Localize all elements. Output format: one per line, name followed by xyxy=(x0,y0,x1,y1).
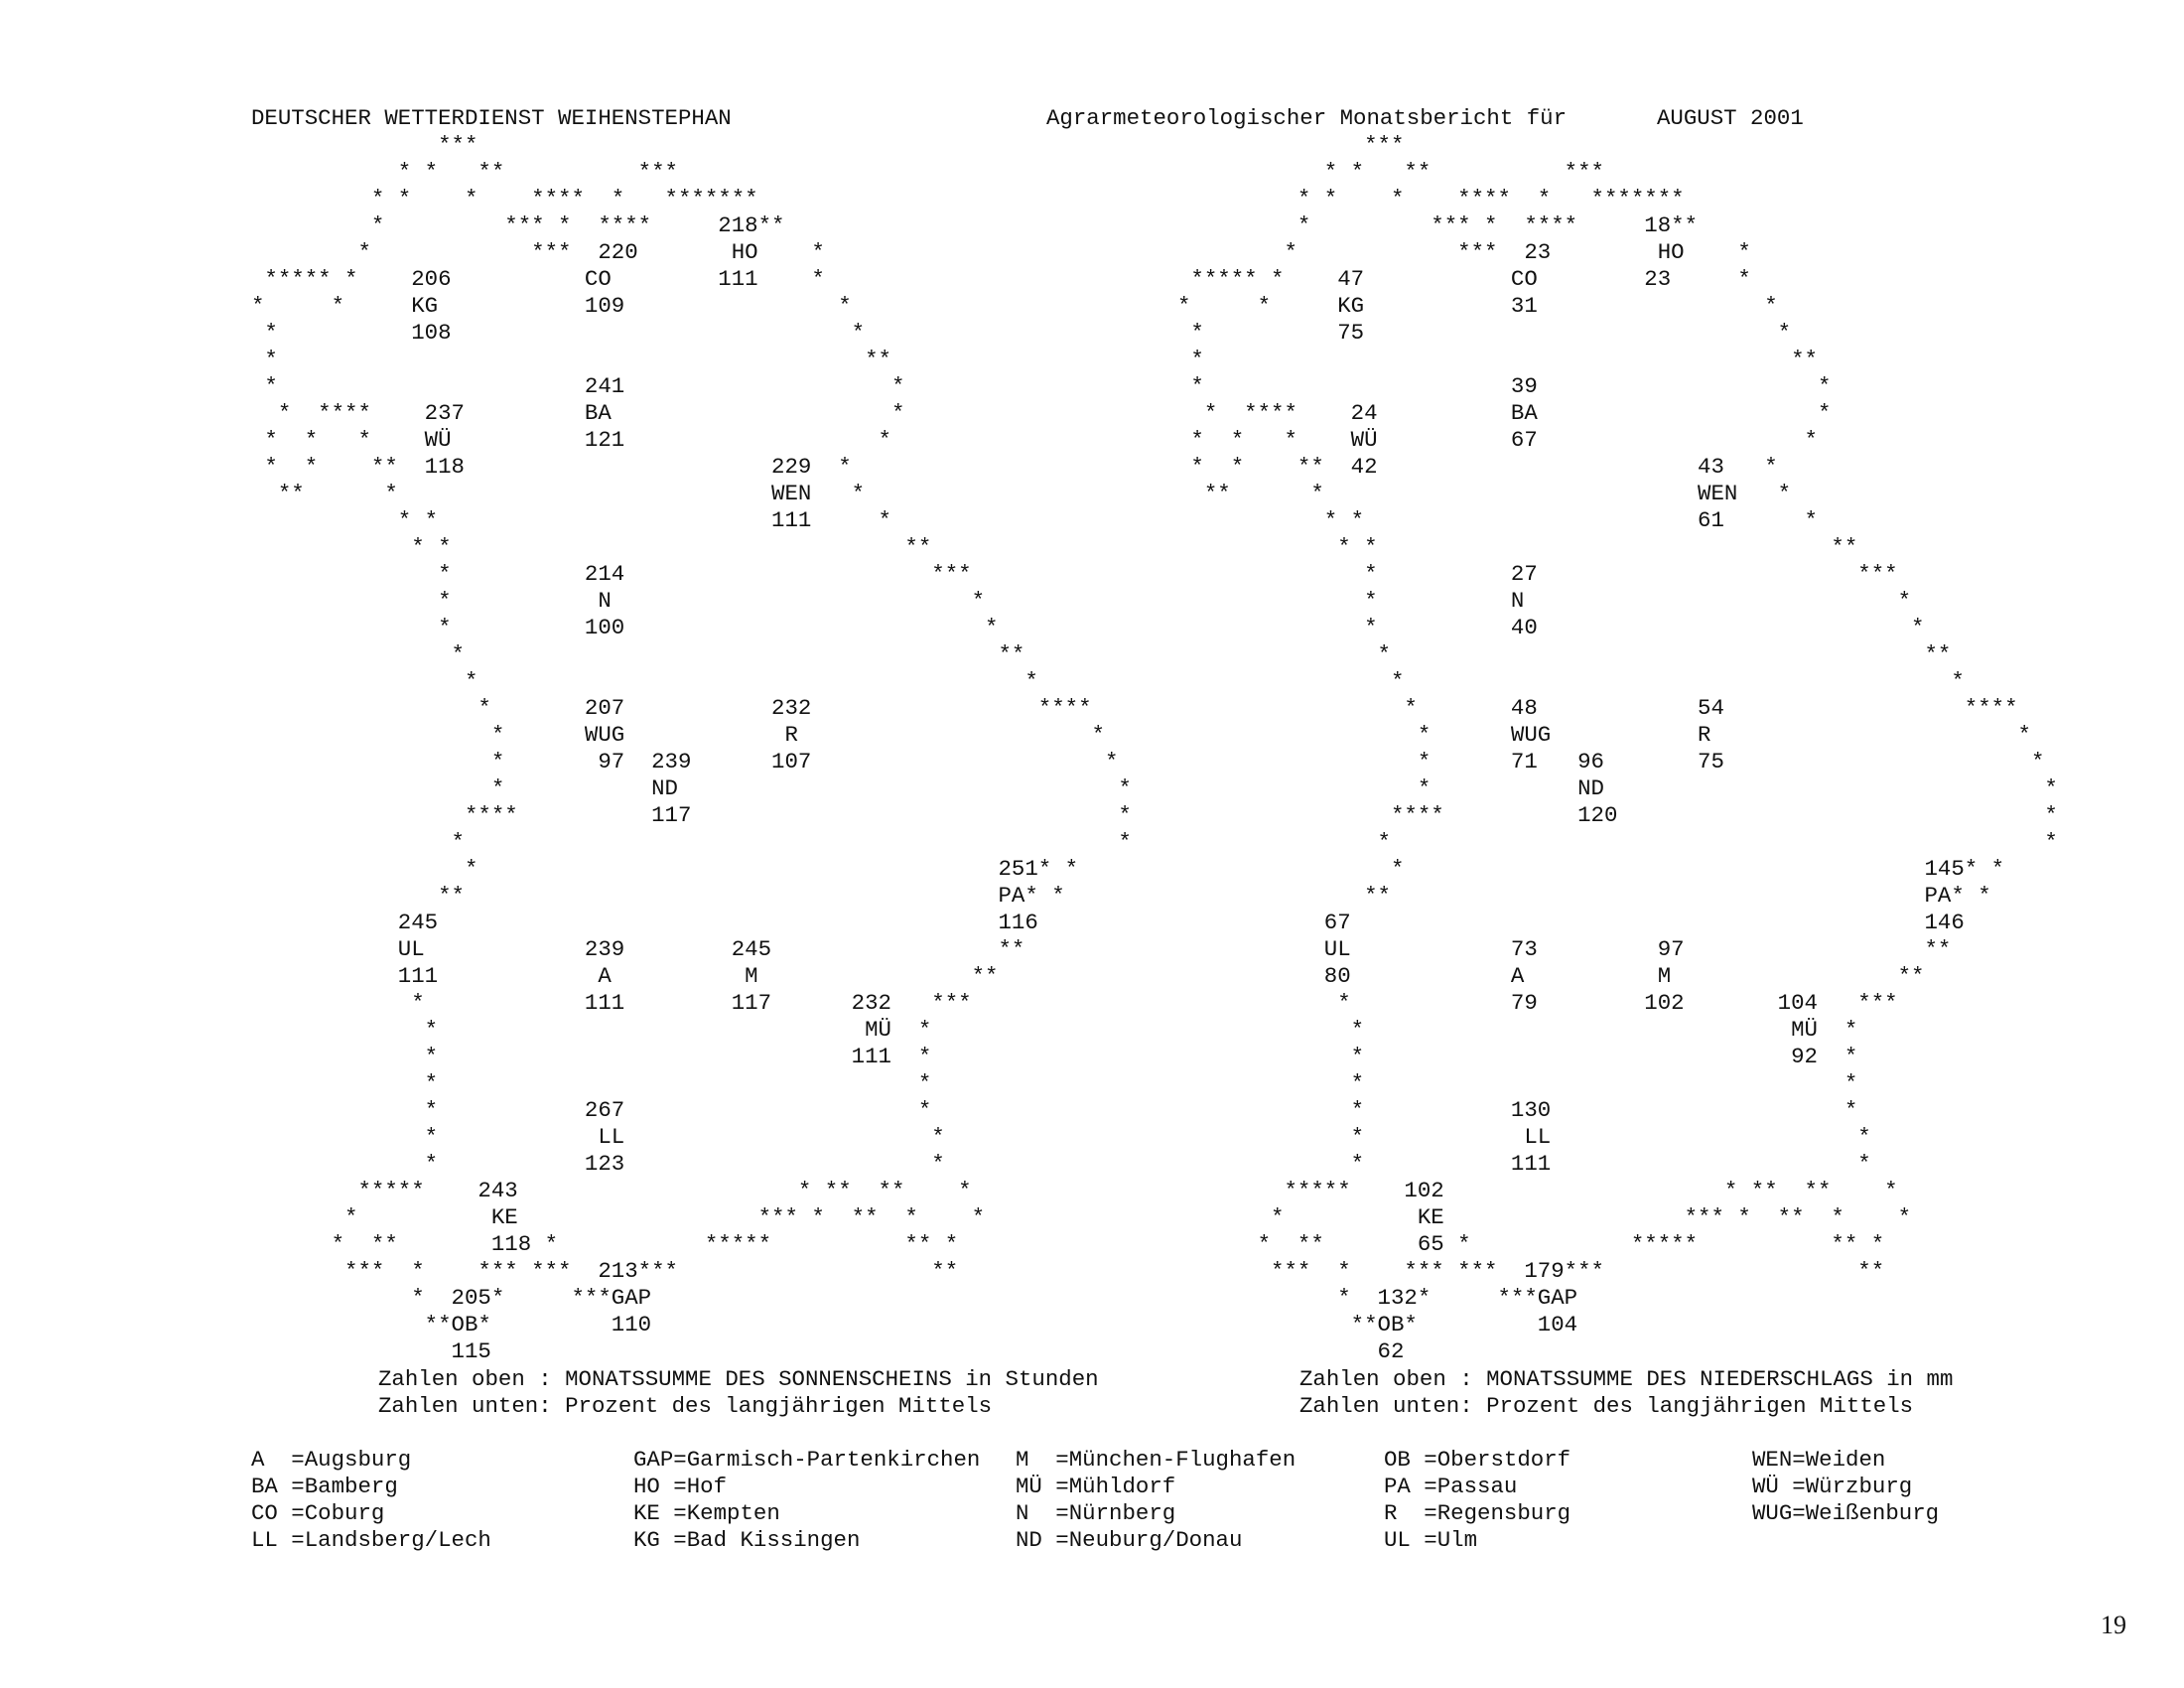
report-period: AUGUST 2001 xyxy=(1657,105,1804,131)
sunshine-caption-bottom: Zahlen unten: Prozent des langjährigen Mittels xyxy=(378,1393,993,1419)
legend-entry: R =Regensburg xyxy=(1384,1500,1571,1526)
legend-entry: KE =Kempten xyxy=(633,1500,780,1526)
legend-entry: UL =Ulm xyxy=(1384,1527,1478,1553)
report-title: Agrarmeteorologischer Monatsbericht für xyxy=(1046,105,1568,131)
precipitation-map: *** * * ** *** * * * **** * ******* * *** * **** 18** * *** 23 HO * ***** * 47 CO 23 * * * KG 31 * * 75 * * ** * 39 * * **** 24 BA * * * * WÜ 67 * * * ** 42 43 * ** * WEN * * * 61 * * * ** * 27 *** * N * * 40 * * ** * * * 48 54 **** * WUG R * * 71 96 75 * * ND * **** 120 * * * * 145* * ** PA* * 67 146 UL 73 97 ** 80 A M ** * 79 102 104 *** * MÜ * * 92 * * * * 130 * * LL * * 111 * ***** 102 * ** ** * * KE *** * ** * * * ** 65 * ***** ** * *** * *** *** 179*** ** * 132* ***GAP **OB* 104 62 xyxy=(1177,132,2058,1364)
legend-entry: OB =Oberstdorf xyxy=(1384,1447,1571,1473)
sunshine-map: *** * * ** *** * * * **** * ******* * *** * **** 218** * *** 220 HO * ***** * 206 CO 111 * * * KG 109 * * 108 * * ** * 241 * * **** 237 BA * * * * WÜ 121 * * * ** 118 229 * ** * WEN * * * 111 * * * ** * 214 *** * N * * 100 * * ** * * * 207 232 **** * WUG R * * 97 239 107 * * ND * **** 117 * * * * 251* * ** PA* * 245 116 UL 239 245 ** 111 A M ** * 111 117 232 *** * MÜ * * 111 * * * * 267 * * LL * * 123 * ***** 243 * ** ** * * KE *** * ** * * * ** 118 * ***** ** * *** * *** *** 213*** ** * 205* ***GAP **OB* 110 115 xyxy=(251,132,1132,1364)
legend-entry: N =Nürnberg xyxy=(1016,1500,1176,1526)
legend-entry: KG =Bad Kissingen xyxy=(633,1527,861,1553)
sunshine-caption-top: Zahlen oben : MONATSSUMME DES SONNENSCHEINS in Stunden xyxy=(378,1366,1099,1392)
legend-entry: WEN=Weiden xyxy=(1752,1447,1886,1473)
legend-entry: CO =Coburg xyxy=(251,1500,385,1526)
legend-entry: WUG=Weißenburg xyxy=(1752,1500,1940,1526)
precipitation-caption-top: Zahlen oben : MONATSSUMME DES NIEDERSCHLAGS in mm xyxy=(1299,1366,1954,1392)
legend-entry: MÜ =Mühldorf xyxy=(1016,1474,1176,1499)
legend-entry: PA =Passau xyxy=(1384,1474,1518,1499)
legend-entry: ND =Neuburg/Donau xyxy=(1016,1527,1243,1553)
legend-entry: M =München-Flughafen xyxy=(1016,1447,1297,1473)
legend-entry: A =Augsburg xyxy=(251,1447,412,1473)
institution-header: DEUTSCHER WETTERDIENST WEIHENSTEPHAN xyxy=(251,105,732,131)
page-number: 19 xyxy=(2101,1611,2126,1639)
legend-entry: HO =Hof xyxy=(633,1474,728,1499)
legend-entry: WÜ =Würzburg xyxy=(1752,1474,1913,1499)
precipitation-caption-bottom: Zahlen unten: Prozent des langjährigen Mittels xyxy=(1299,1393,1914,1419)
legend-entry: BA =Bamberg xyxy=(251,1474,398,1499)
legend-entry: LL =Landsberg/Lech xyxy=(251,1527,491,1553)
legend-entry: GAP=Garmisch-Partenkirchen xyxy=(633,1447,981,1473)
